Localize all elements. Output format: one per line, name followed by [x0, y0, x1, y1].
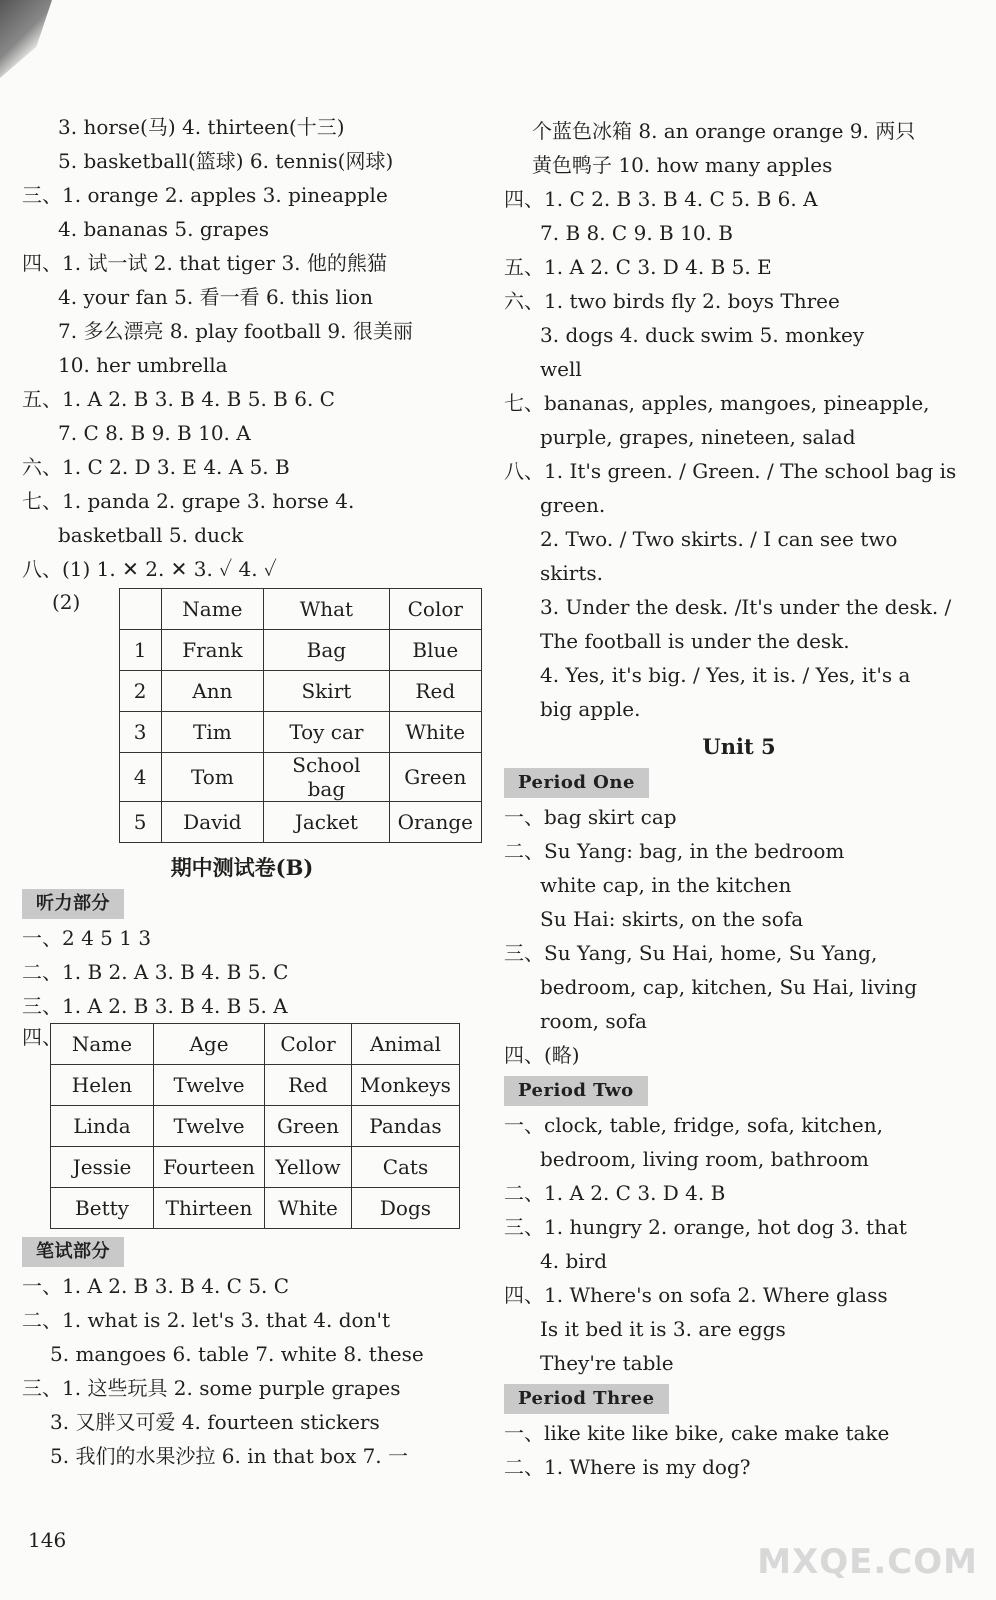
answer-line: white cap, in the kitchen: [540, 873, 792, 897]
table-cell: 2: [119, 671, 161, 712]
table1-wrap: [22, 588, 482, 843]
answer-line: 10. her umbrella: [58, 353, 228, 377]
table-header-row: [119, 589, 481, 630]
table-row: [51, 1065, 460, 1106]
answer-line: 5. basketball(篮球) 6. tennis(网球): [58, 149, 394, 173]
table-header-cell: [119, 589, 161, 630]
period-one-line: 二、Su Yang: bag, in the bedroom: [504, 839, 845, 863]
table-header-cell: Name: [51, 1024, 154, 1065]
answer-table-2: [50, 1023, 460, 1229]
answer-line: They're table: [540, 1351, 674, 1375]
table-cell: Red: [265, 1065, 352, 1106]
table-cell: 5: [119, 802, 161, 843]
table-cell: Cats: [352, 1147, 460, 1188]
section-4: 四、1. C 2. B 3. B 4. C 5. B 6. A: [504, 187, 818, 211]
listening-tag: 听力部分: [22, 889, 124, 919]
answer-line: Is it bed it is 3. are eggs: [540, 1317, 786, 1341]
table-cell: Yellow: [265, 1147, 352, 1188]
period-two-line: 三、1. hungry 2. orange, hot dog 3. that: [504, 1215, 907, 1239]
table-cell: 1: [119, 630, 161, 671]
answer-line: 4. Yes, it's big. / Yes, it is. / Yes, it's a: [540, 663, 911, 687]
answer-line: 黄色鸭子 10. how many apples: [532, 153, 833, 177]
period-two-line: 四、1. Where's on sofa 2. Where glass: [504, 1283, 888, 1307]
table-cell: Skirt: [264, 671, 389, 712]
answer-line: 4. your fan 5. 看一看 6. this lion: [58, 285, 374, 309]
table-cell: Red: [389, 671, 481, 712]
period-one-tag: Period One: [504, 768, 649, 798]
period-one-line: 三、Su Yang, Su Hai, home, Su Yang,: [504, 941, 878, 965]
table-cell: Fourteen: [154, 1147, 265, 1188]
period-two-line: 一、clock, table, fridge, sofa, kitchen,: [504, 1113, 883, 1137]
table-cell: Green: [265, 1106, 352, 1147]
table-cell: Thirteen: [154, 1188, 265, 1229]
table-cell: 4: [119, 753, 161, 802]
period-one-line: 一、bag skirt cap: [504, 805, 677, 829]
table-cell: Tim: [161, 712, 264, 753]
table-cell: Tom: [161, 753, 264, 802]
table1-label: (2): [52, 590, 81, 614]
table-header-cell: Age: [154, 1024, 265, 1065]
answer-line: 4. bird: [540, 1249, 608, 1273]
table-cell: Blue: [389, 630, 481, 671]
table-row: [119, 712, 481, 753]
table2-label: 四、: [22, 1025, 62, 1049]
section-4: 四、1. 试一试 2. that tiger 3. 他的熊猫: [22, 251, 387, 275]
table-row: [119, 753, 481, 802]
answer-line: The football is under the desk.: [540, 629, 850, 653]
section-8: 八、(1) 1. ✕ 2. ✕ 3. ✓ 4. ✓: [22, 557, 277, 581]
listening-2: 二、1. B 2. A 3. B 4. B 5. C: [22, 960, 289, 984]
answer-line: 5. mangoes 6. table 7. white 8. these: [50, 1342, 424, 1366]
section-5: 五、1. A 2. C 3. D 4. B 5. E: [504, 255, 772, 279]
answer-line: 个蓝色冰箱 8. an orange orange 9. 两只: [532, 119, 916, 143]
section-3: 三、1. orange 2. apples 3. pineapple: [22, 183, 388, 207]
table-cell: Twelve: [154, 1065, 265, 1106]
answer-line: 2. Two. / Two skirts. / I can see two: [540, 527, 898, 551]
table-header-cell: Color: [389, 589, 481, 630]
period-three-line: 一、like kite like bike, cake make take: [504, 1421, 890, 1445]
table-row: [51, 1106, 460, 1147]
table-cell: 3: [119, 712, 161, 753]
written-tag: 笔试部分: [22, 1237, 124, 1267]
unit-title: Unit 5: [702, 734, 776, 759]
table-cell: Pandas: [352, 1106, 460, 1147]
section-7: 七、bananas, apples, mangoes, pineapple,: [504, 391, 930, 415]
table-cell: Toy car: [264, 712, 389, 753]
table-cell: Green: [389, 753, 481, 802]
answer-line: bedroom, living room, bathroom: [540, 1147, 869, 1171]
page-number: 146: [28, 1528, 67, 1552]
answer-line: big apple.: [540, 697, 641, 721]
answer-line: Su Hai: skirts, on the sofa: [540, 907, 804, 931]
answer-line: 3. horse(马) 4. thirteen(十三): [58, 115, 345, 139]
table-cell: Twelve: [154, 1106, 265, 1147]
midterm-title: 期中测试卷(B): [170, 855, 314, 880]
table-cell: Dogs: [352, 1188, 460, 1229]
section-5: 五、1. A 2. B 3. B 4. B 5. B 6. C: [22, 387, 335, 411]
written-1: 一、1. A 2. B 3. B 4. C 5. C: [22, 1274, 290, 1298]
table-row: [119, 630, 481, 671]
table-cell: Betty: [51, 1188, 154, 1229]
written-3: 三、1. 这些玩具 2. some purple grapes: [22, 1376, 401, 1400]
period-two-tag: Period Two: [504, 1076, 648, 1106]
right-column: [504, 114, 974, 1484]
answer-line: green.: [540, 493, 606, 517]
table-row: [51, 1188, 460, 1229]
table-cell: Jessie: [51, 1147, 154, 1188]
answer-line: 4. bananas 5. grapes: [58, 217, 270, 241]
table-cell: Monkeys: [352, 1065, 460, 1106]
table-cell: David: [161, 802, 264, 843]
table-row: [119, 802, 481, 843]
period-two-line: 二、1. A 2. C 3. D 4. B: [504, 1181, 726, 1205]
table-header-cell: Name: [161, 589, 264, 630]
answer-line: 3. Under the desk. /It's under the desk. /: [540, 595, 952, 619]
answer-line: room, sofa: [540, 1009, 647, 1033]
table-cell: White: [265, 1188, 352, 1229]
section-7: 七、1. panda 2. grape 3. horse 4.: [22, 489, 355, 513]
period-three-line: 二、1. Where is my dog?: [504, 1455, 751, 1479]
answer-line: 5. 我们的水果沙拉 6. in that box 7. 一: [50, 1444, 409, 1468]
period-three-tag: Period Three: [504, 1384, 669, 1414]
listening-1: 一、2 4 5 1 3: [22, 926, 152, 950]
corner-decoration: [0, 0, 52, 78]
table-cell: White: [389, 712, 481, 753]
table2-wrap: [22, 1023, 482, 1229]
table-cell: Orange: [389, 802, 481, 843]
answer-line: basketball 5. duck: [58, 523, 244, 547]
left-column: [22, 110, 482, 1473]
period-one-line: 四、(略): [504, 1043, 580, 1067]
answer-line: 7. B 8. C 9. B 10. B: [540, 221, 733, 245]
table-cell: Helen: [51, 1065, 154, 1106]
listening-3: 三、1. A 2. B 3. B 4. B 5. A: [22, 994, 288, 1018]
table-cell: Frank: [161, 630, 264, 671]
answer-line: 7. 多么漂亮 8. play football 9. 很美丽: [58, 319, 413, 343]
section-6: 六、1. two birds fly 2. boys Three: [504, 289, 840, 313]
table-cell: Jacket: [264, 802, 389, 843]
table-cell: School bag: [264, 753, 389, 802]
table-header-cell: What: [264, 589, 389, 630]
table-header-cell: Color: [265, 1024, 352, 1065]
watermark-logo: MXQE.COM: [757, 1542, 978, 1582]
table-row: [119, 671, 481, 712]
table-cell: Linda: [51, 1106, 154, 1147]
answer-line: well: [540, 357, 582, 381]
table-row: [51, 1147, 460, 1188]
answer-table-1: [119, 588, 482, 843]
table-header-row: [51, 1024, 460, 1065]
table-cell: Ann: [161, 671, 264, 712]
table-header-cell: Animal: [352, 1024, 460, 1065]
section-6: 六、1. C 2. D 3. E 4. A 5. B: [22, 455, 290, 479]
answer-line: 3. 又胖又可爱 4. fourteen stickers: [50, 1410, 380, 1434]
table-cell: Bag: [264, 630, 389, 671]
answer-line: 3. dogs 4. duck swim 5. monkey: [540, 323, 865, 347]
answer-line: bedroom, cap, kitchen, Su Hai, living: [540, 975, 918, 999]
section-8: 八、1. It's green. / Green. / The school bag is: [504, 459, 957, 483]
answer-line: skirts.: [540, 561, 603, 585]
answer-line: 7. C 8. B 9. B 10. A: [58, 421, 251, 445]
answer-line: purple, grapes, nineteen, salad: [540, 425, 856, 449]
written-2: 二、1. what is 2. let's 3. that 4. don't: [22, 1308, 390, 1332]
